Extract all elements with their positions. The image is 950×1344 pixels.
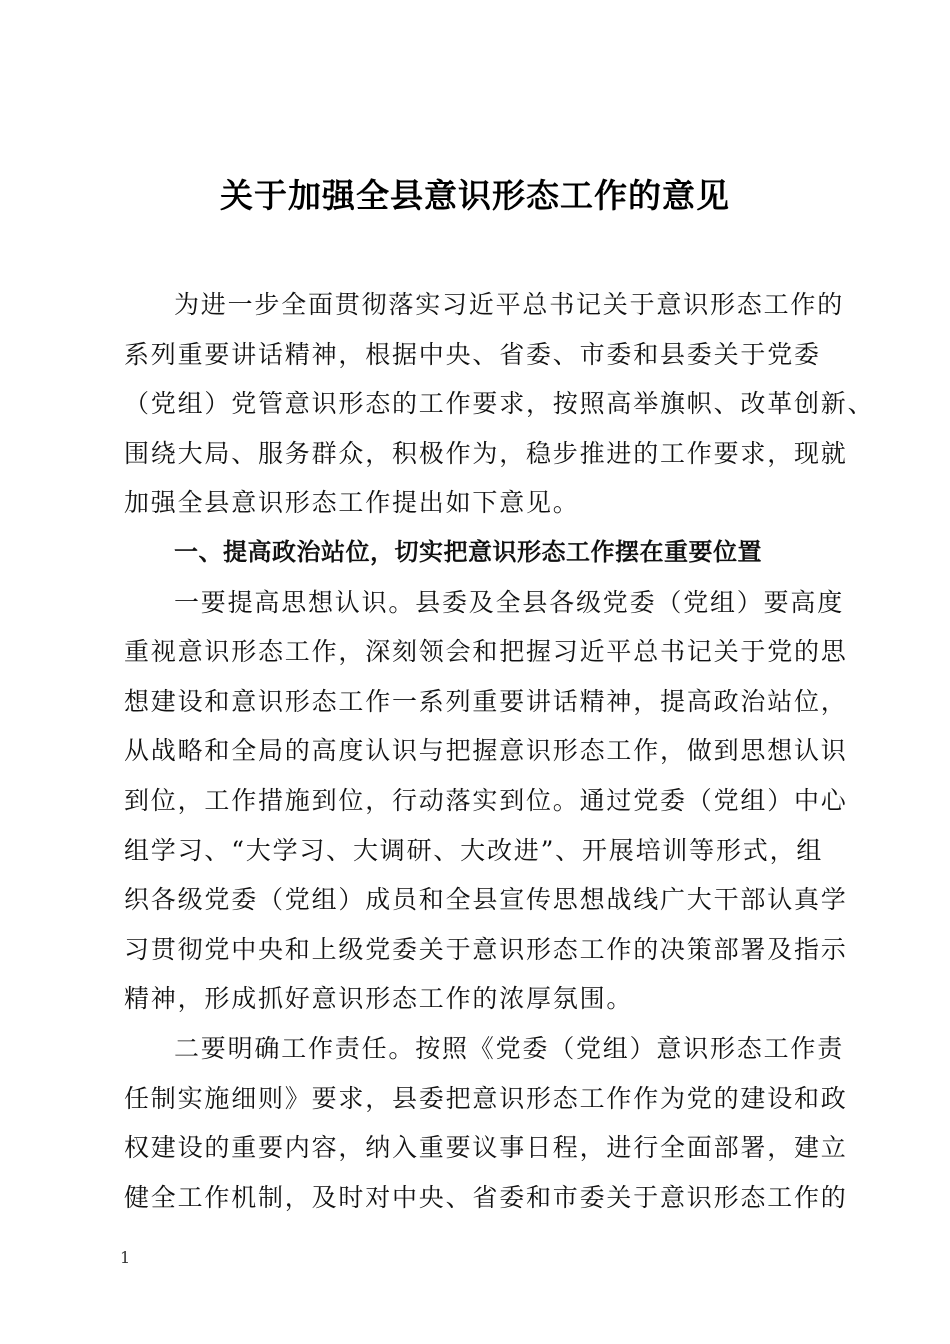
paragraph-line: 习贯彻党中央和上级党委关于意识形态工作的决策部署及指示 bbox=[124, 934, 848, 964]
paragraph-line: 重视意识形态工作，深刻领会和把握习近平总书记关于党的思 bbox=[124, 637, 848, 667]
page-number: 1 bbox=[120, 1248, 131, 1267]
intro-line: 为进一步全面贯彻落实习近平总书记关于意识形态工作的 bbox=[174, 290, 845, 319]
paragraph-line: 组学习、“大学习、大调研、大改进”、开展培训等形式，组 bbox=[124, 835, 824, 865]
paragraph-line: 健全工作机制，及时对中央、省委和市委关于意识形态工作的 bbox=[124, 1182, 848, 1212]
paragraph-line: 二要明确工作责任。按照《党委（党组）意识形态工作责 bbox=[174, 1033, 845, 1063]
section-heading: 一、提高政治站位，切实把意识形态工作摆在重要位置 bbox=[174, 537, 762, 566]
intro-line: 加强全县意识形态工作提出如下意见。 bbox=[124, 488, 580, 518]
paragraph-line: 织各级党委（党组）成员和全县宣传思想战线广大干部认真学 bbox=[124, 885, 848, 915]
paragraph-line: 任制实施细则》要求，县委把意识形态工作作为党的建设和政 bbox=[124, 1083, 848, 1113]
paragraph-line: 一要提高思想认识。县委及全县各级党委（党组）要高度 bbox=[174, 587, 845, 617]
paragraph-line: 从战略和全局的高度认识与把握意识形态工作，做到思想认识 bbox=[124, 736, 848, 766]
paragraph-line: 想建设和意识形态工作一系列重要讲话精神，提高政治站位， bbox=[124, 686, 848, 716]
paragraph-line: 精神，形成抓好意识形态工作的浓厚氛围。 bbox=[124, 984, 634, 1014]
intro-line: 围绕大局、服务群众，积极作为，稳步推进的工作要求，现就 bbox=[124, 438, 848, 468]
document-title: 关于加强全县意识形态工作的意见 bbox=[220, 176, 730, 215]
document-body bbox=[124, 280, 875, 1222]
paragraph-line: 权建设的重要内容，纳入重要议事日程，进行全面部署，建立 bbox=[124, 1133, 848, 1163]
intro-line: （党组）党管意识形态的工作要求，按照高举旗帜、改革创新、 bbox=[124, 389, 875, 419]
paragraph-line: 到位，工作措施到位，行动落实到位。通过党委（党组）中心 bbox=[124, 785, 848, 815]
intro-line: 系列重要讲话精神，根据中央、省委、市委和县委关于党委 bbox=[124, 339, 821, 369]
